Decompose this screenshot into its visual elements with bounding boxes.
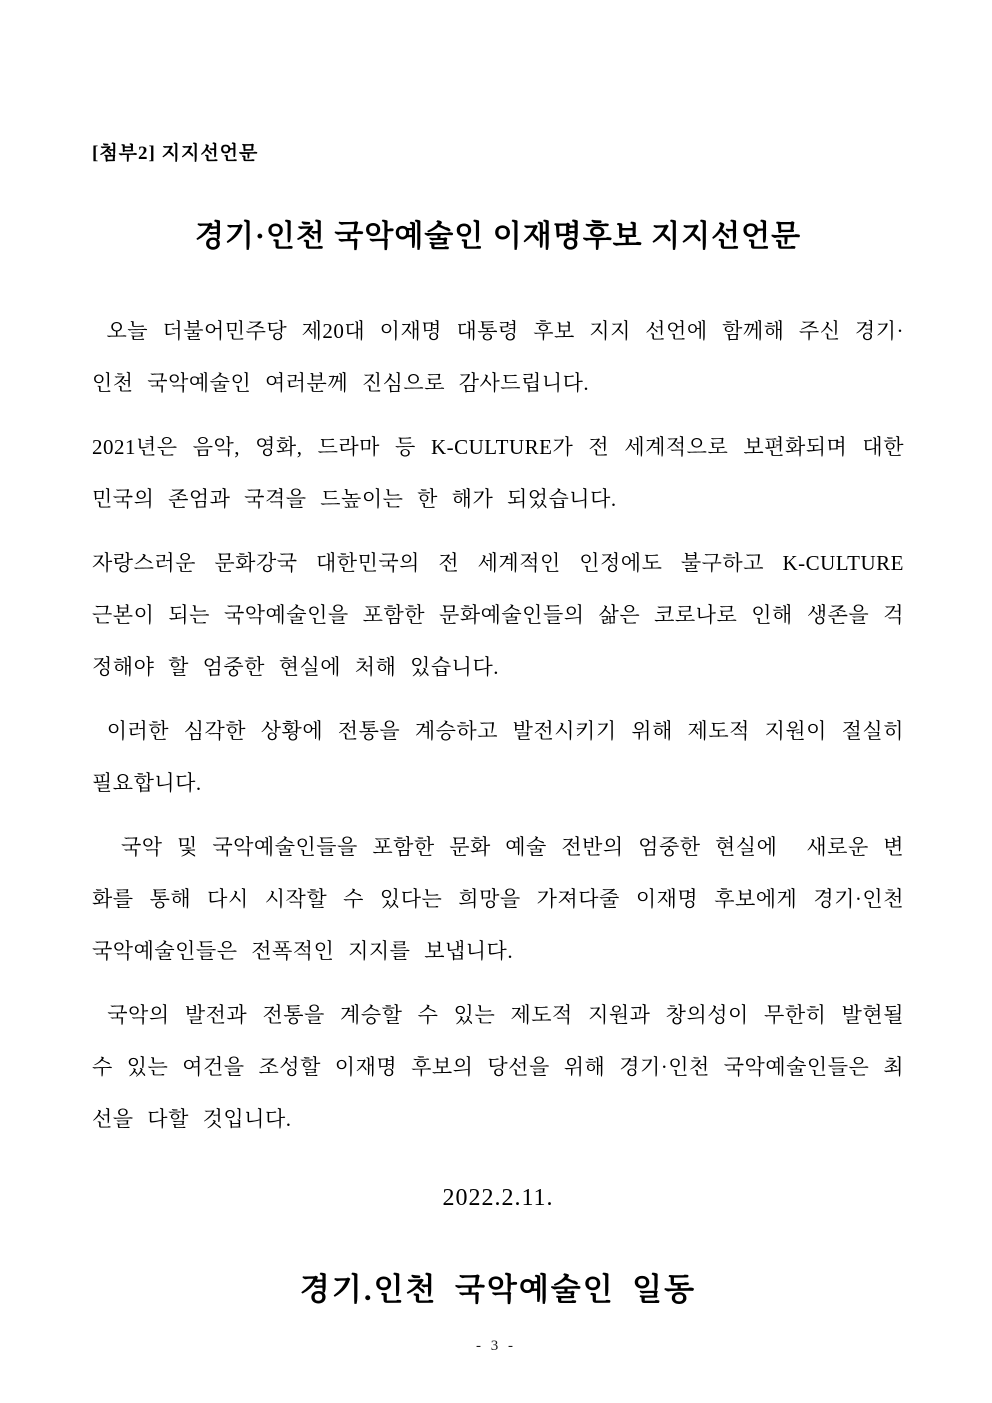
paragraph-support-need: 이러한 심각한 상황에 전통을 계승하고 발전시키기 위해 제도적 지원이 절실히 필요합니다. bbox=[92, 719, 918, 795]
paragraph-kculture-2021: 2021년은 음악, 영화, 드라마 등 K-CULTURE가 전 세계적으로 보편화되며 대한민국의 존엄과 국격을 드높이는 한 해가 되었습니다. bbox=[92, 435, 904, 511]
paragraph-full-support: 국악 및 국악예술인들을 포함한 문화 예술 전반의 엄중한 현실에 새로운 변화를 통해 다시 시작할 수 있다는 희망을 가져다줄 이재명 후보에게 경기·인천 국악예술인들은 전폭적인 지지를 보냅니다. bbox=[92, 835, 918, 963]
attachment-label: [첨부2] 지지선언문 bbox=[92, 143, 259, 164]
signature-line: 경기.인천 국악예술인 일동 bbox=[299, 1272, 697, 1307]
page-title: 경기·인천 국악예술인 이재명후보 지지선언문 bbox=[194, 220, 802, 253]
page-number: - 3 - bbox=[476, 1338, 516, 1354]
paragraph-greeting: 오늘 더불어민주당 제20대 이재명 대통령 후보 지지 선언에 함께해 주신 경기·인천 국악예술인 여러분께 진심으로 감사드립니다. bbox=[92, 319, 904, 395]
paragraph-reality: 자랑스러운 문화강국 대한민국의 전 세계적인 인정에도 불구하고 K-CULTURE 근본이 되는 국악예술인을 포함한 문화예술인들의 삶은 코로나로 인해 생존을 걱정해야 할 엄중한 현실에 처해 있습니다. bbox=[92, 551, 918, 679]
document-date: 2022.2.11. bbox=[442, 1185, 554, 1211]
paragraph-pledge: 국악의 발전과 전통을 계승할 수 있는 제도적 지원과 창의성이 무한히 발현될 수 있는 여건을 조성할 이재명 후보의 당선을 위해 경기·인천 국악예술인들은 최선을 다할 것입니다. bbox=[92, 1003, 918, 1131]
document-body bbox=[92, 305, 918, 1145]
